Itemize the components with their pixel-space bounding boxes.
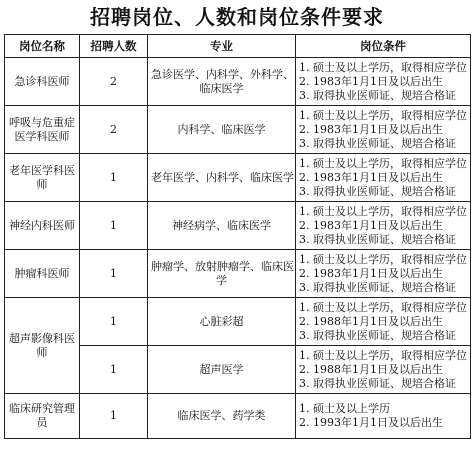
conditions-cell [296, 58, 471, 106]
condition-line: 2. 1983年1月1日及以后出生 [299, 170, 443, 184]
condition-line: 1. 硕士及以上学历 [299, 402, 390, 415]
table-row [5, 250, 471, 298]
recruitment-table [4, 34, 471, 439]
table-row [5, 202, 471, 250]
count-cell: 2 [80, 58, 148, 106]
page-title: 招聘岗位、人数和岗位条件要求 [90, 5, 384, 29]
condition-line: 1. 硕士及以上学历，取得相应学位 [299, 252, 467, 266]
conditions-cell [296, 298, 471, 346]
count-cell: 2 [80, 106, 148, 154]
conditions-cell [296, 250, 471, 298]
condition-line: 1. 硕士及以上学历，取得相应学位 [299, 300, 467, 314]
position-cell: 急诊科医师 [5, 58, 80, 106]
position-cell: 超声影像科医师 [5, 298, 80, 394]
condition-line: 3. 取得执业医师证、规培合格证 [299, 328, 456, 342]
major-line: 老年医学、内科学、临床医学 [151, 170, 294, 184]
header-major: 专业 [148, 35, 296, 58]
condition-line: 3. 取得执业医师证、规培合格证 [299, 232, 456, 246]
major-line: 超声医学 [199, 362, 244, 376]
count-cell: 1 [80, 154, 148, 202]
table-row [5, 298, 471, 346]
count-cell: 1 [80, 202, 148, 250]
position-cell: 临床研究管理员 [5, 394, 80, 439]
condition-line: 1. 硕士及以上学历，取得相应学位 [299, 108, 467, 122]
header-count: 招聘人数 [80, 35, 148, 58]
condition-line: 2. 1983年1月1日及以后出生 [299, 122, 443, 136]
condition-line: 3. 取得执业医师证、规培合格证 [299, 88, 456, 102]
table-row [5, 106, 471, 154]
count-cell: 1 [80, 346, 148, 394]
condition-line: 2. 1988年1月1日及以后出生 [299, 362, 443, 376]
conditions-cell [296, 202, 471, 250]
major-cell [148, 250, 296, 298]
major-line: 临床医学 [199, 81, 244, 95]
condition-line: 1. 硕士及以上学历，取得相应学位 [299, 156, 467, 170]
position-cell: 肿瘤科医师 [5, 250, 80, 298]
table-row [5, 154, 471, 202]
condition-line: 2. 1983年1月1日及以后出生 [299, 266, 443, 280]
condition-line: 2. 1993年1月1日及以后出生 [299, 416, 443, 429]
conditions-cell [296, 106, 471, 154]
major-line: 神经病学、临床医学 [172, 218, 271, 232]
major-line: 肿瘤学、放射肿瘤学、临床医 [151, 259, 294, 273]
major-cell [148, 154, 296, 202]
condition-line: 2. 1983年1月1日及以后出生 [299, 218, 443, 232]
major-cell [148, 106, 296, 154]
major-line: 心脏彩超 [199, 314, 244, 328]
table-header-row [5, 35, 471, 58]
condition-line: 1. 硕士及以上学历，取得相应学位 [299, 60, 467, 74]
conditions-cell [296, 154, 471, 202]
condition-line: 3. 取得执业医师证、规培合格证 [299, 376, 456, 390]
conditions-cell [296, 394, 471, 439]
condition-line: 2. 1983年1月1日及以后出生 [299, 74, 443, 88]
position-cell: 老年医学科医师 [5, 154, 80, 202]
position-cell: 呼吸与危重症医学科医师 [5, 106, 80, 154]
condition-line: 3. 取得执业医师证、规培合格证 [299, 280, 456, 294]
major-cell [148, 394, 296, 439]
major-cell [148, 346, 296, 394]
condition-line: 2. 1988年1月1日及以后出生 [299, 314, 443, 328]
count-cell: 1 [80, 250, 148, 298]
condition-line: 3. 取得执业医师证、规培合格证 [299, 136, 456, 150]
table-row [5, 58, 471, 106]
major-line: 急诊医学、内科学、外科学、 [151, 67, 294, 81]
condition-line: 3. 取得执业医师证、规培合格证 [299, 184, 456, 198]
count-cell: 1 [80, 298, 148, 346]
header-position: 岗位名称 [5, 35, 80, 58]
conditions-cell [296, 346, 471, 394]
major-line: 内科学、临床医学 [177, 122, 266, 136]
condition-line: 1. 硕士及以上学历，取得相应学位 [299, 348, 467, 362]
major-cell [148, 58, 296, 106]
count-cell: 1 [80, 394, 148, 439]
condition-line: 1. 硕士及以上学历，取得相应学位 [299, 204, 467, 218]
major-line: 临床医学、药学类 [177, 409, 266, 422]
table-row [5, 394, 471, 439]
position-cell: 神经内科医师 [5, 202, 80, 250]
header-conditions: 岗位条件 [296, 35, 471, 58]
major-cell [148, 202, 296, 250]
major-line: 学 [216, 273, 227, 287]
major-cell [148, 298, 296, 346]
